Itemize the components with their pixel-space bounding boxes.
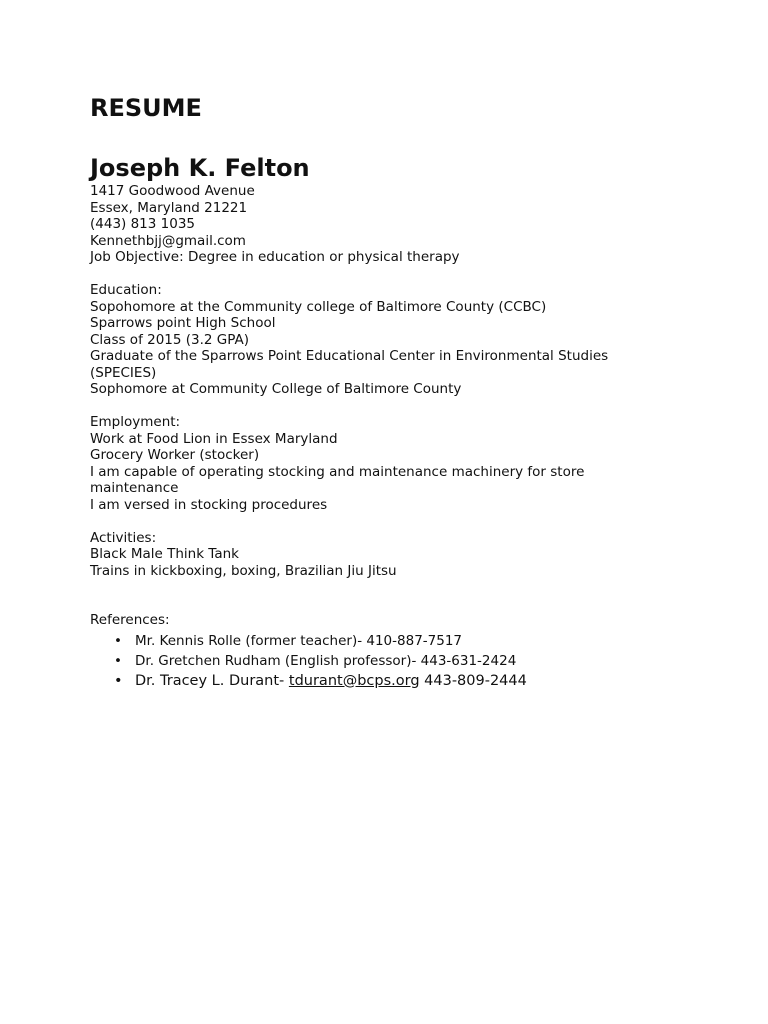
spacer [90, 398, 730, 415]
activities-section [90, 530, 730, 580]
reference-phone: 443-809-2444 [419, 672, 527, 689]
activity-line: Black Male Think Tank [90, 546, 239, 562]
resume-page [90, 92, 730, 691]
document-title: RESUME [90, 94, 202, 122]
email-line: Kennethbjj@gmail.com [90, 232, 246, 249]
references-list [90, 631, 730, 691]
address-line: 1417 Goodwood Avenue [90, 183, 255, 199]
list-item [90, 651, 730, 671]
section-heading-activities: Activities: [90, 529, 157, 546]
section-heading-education: Education: [90, 282, 162, 298]
phone-line: (443) 813 1035 [90, 216, 196, 232]
employment-section [90, 414, 730, 513]
spacer [90, 579, 730, 612]
reference-email-link[interactable]: tdurant@bcps.org [288, 672, 420, 689]
contact-block [90, 183, 730, 266]
spacer [90, 513, 730, 530]
section-heading-employment: Employment: [90, 414, 181, 430]
employment-line: I am versed in stocking procedures [90, 496, 328, 513]
reference-name: Dr. Tracey L. Durant- [135, 672, 289, 689]
education-line: Sparrows point High School [90, 315, 276, 331]
section-heading-references: References: [90, 612, 170, 628]
activity-line: Trains in kickboxing, boxing, Brazilian Jiu Jitsu [90, 562, 397, 579]
reference-text: Mr. Kennis Rolle (former teacher)- 410-887-7517 [135, 632, 463, 649]
applicant-name: Joseph K. Felton [90, 154, 310, 182]
job-objective-line: Job Objective: Degree in education or physical therapy [90, 249, 460, 265]
references-section [90, 612, 730, 691]
education-line: Sophomore at Community College of Baltimore County [90, 381, 462, 397]
reference-text: Dr. Gretchen Rudham (English professor)- 443-631-2424 [135, 652, 517, 669]
city-state-line: Essex, Maryland 21221 [90, 199, 248, 216]
education-line: Sopohomore at the Community college of Baltimore County (CCBC) [90, 298, 547, 315]
list-item [90, 671, 730, 691]
bullet-icon: • [114, 632, 122, 649]
employment-line: Work at Food Lion in Essex Maryland [90, 430, 338, 447]
list-item [90, 631, 730, 651]
education-section [90, 282, 730, 398]
employment-line: I am capable of operating stocking and maintenance machinery for store maintenance [90, 463, 585, 496]
employment-line: Grocery Worker (stocker) [90, 447, 260, 463]
education-line: Class of 2015 (3.2 GPA) [90, 331, 250, 348]
spacer [90, 266, 730, 283]
bullet-icon: • [114, 672, 123, 689]
bullet-icon: • [114, 652, 122, 669]
education-line: Graduate of the Sparrows Point Educational Center in Environmental Studies (SPECIES) [90, 348, 609, 381]
